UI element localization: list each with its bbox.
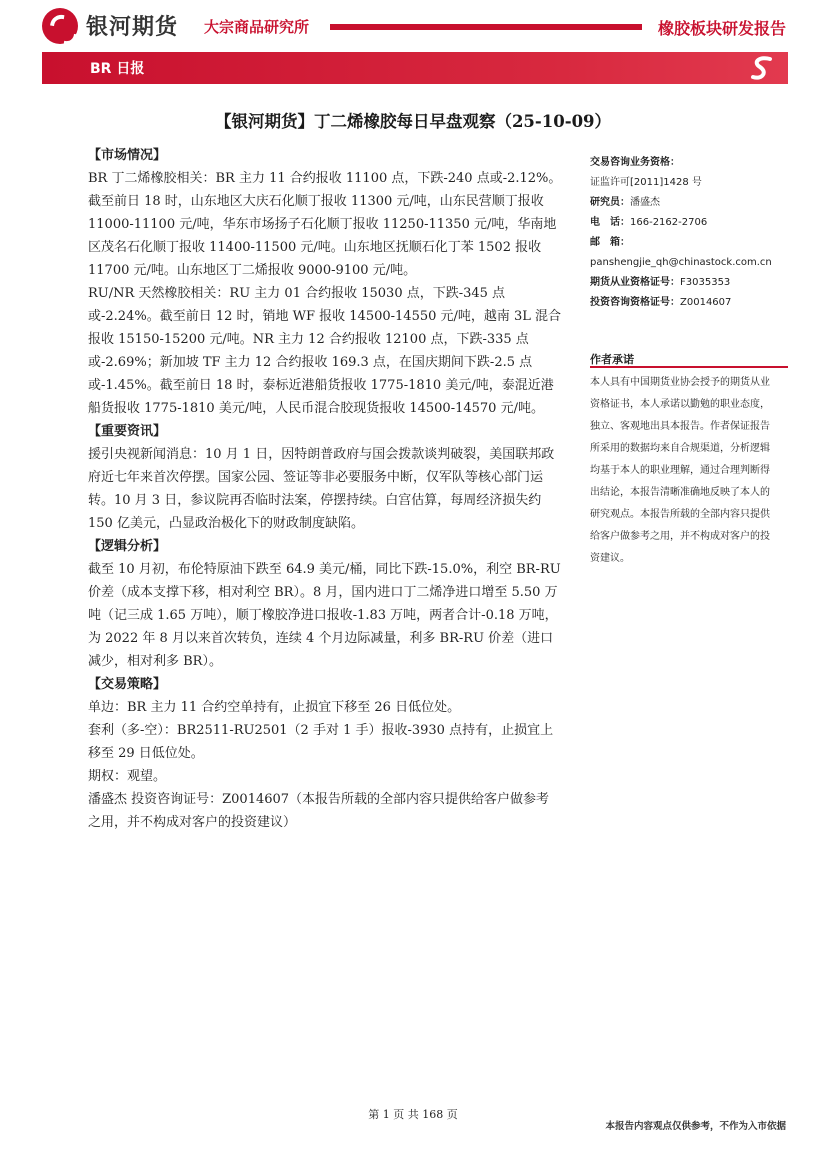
brand-name: 银河期货 bbox=[86, 15, 179, 40]
report-title: 【银河期货】丁二烯橡胶每日早盘观察（25-10-09） bbox=[214, 112, 612, 131]
futures-cert-value: F3035353 bbox=[680, 277, 731, 288]
footer-disclaimer: 本报告内容观点仅供参考，不作为入市依据 bbox=[605, 1121, 786, 1132]
paragraph-news: 援引央视新闻消息：10 月 1 日，因特朗普政府与国会拨款谈判破裂，美国联邦政府近七年来首次停摆。国家公园、签证等非必要服务中断，仅军队等核心部门运转。10 月 3 日，参议院再否临时法案，停摆持续。白宫估算，每周经济损失约 150 亿美元，凸显政治极化下的财政制度缺陷。 bbox=[88, 447, 555, 531]
paragraph-logic: 截至 10 月初，布伦特原油下跌至 64.9 美元/桶，同比下跌-15.0%，利空 BR-RU 价差（成本支撑下移，相对利空 BR）。8 月，国内进口丁二烯净进口增至 5.50 万吨（记三成 1.65 万吨），顺丁橡胶净进口报收-1.83 万吨，两者合计-0.18 万吨，为 2022 年 8 月以来首次转负，连续 4 个月边际减量，利多 BR-RU 价差（进口减少，相对利多 BR）。 bbox=[88, 562, 561, 669]
qualification-label: 交易咨询业务资格： bbox=[590, 157, 680, 168]
paragraph-ru-nr: RU/NR 天然橡胶相关：RU 主力 01 合约报收 15030 点，下跌-345 点或-2.24%。截至前日 12 时，销地 WF 报收 14500-14550 元/吨，越南 3L 混合报收 15150-15200 元/吨。NR 主力 12 合约报收 12100 点，下跌-335 点或-2.69%；新加坡 TF 主力 12 合约报收 169.3 点，在国庆期间下跌-2.5 点或-1.45%。截至前日 18 时，泰标近港船货报收 1775-1810 美元/吨，泰混近港船货报收 1775-1810 美元/吨，人民币混合胶现货报收 14500-14570 元/吨。 bbox=[88, 286, 562, 416]
commitment-title: 作者承诺 bbox=[590, 353, 634, 366]
paragraph-br: BR 丁二烯橡胶相关：BR 主力 11 合约报收 11100 点，下跌-240 点或-2.12%。截至前日 18 时，山东地区大庆石化顺丁报收 11300 元/吨，山东民营顺丁报收 11000-11100 元/吨，华东市场扬子石化顺丁报收 11250-11350 元/吨，华南地区茂名石化顺丁报收 11400-11500 元/吨。山东地区抚顺石化丁苯 1502 报收 11700 元/吨。山东地区丁二烯报收 9000-9100 元/吨。 bbox=[88, 171, 562, 278]
commitment-divider bbox=[590, 366, 788, 368]
paragraph-options: 期权：观望。 bbox=[88, 769, 167, 784]
main-content bbox=[88, 144, 562, 834]
logo-icon bbox=[42, 8, 78, 44]
commitment-text: 本人具有中国期货业协会授予的期货从业资格证书，本人承诺以勤勉的职业态度，独立、客观地出具本报告。作者保证报告所采用的数据均来自合规渠道，分析逻辑均基于本人的职业理解，通过合理判断得出结论，本报告清晰准确地反映了本人的研究观点。本报告所载的全部内容只提供给客户做参考之用，并不构成对客户的投资建议。 bbox=[590, 377, 770, 564]
advisory-cert-value: Z0014607 bbox=[680, 297, 732, 308]
email-value[interactable]: panshengjie_qh@chinastock.com.cn bbox=[590, 257, 772, 268]
report-type: 橡胶板块研发报告 bbox=[657, 19, 786, 38]
brand-s-icon bbox=[748, 54, 776, 82]
paragraph-arbitrage: 套利（多-空）：BR2511-RU2501（2 手对 1 手）报收-3930 点持有，止损宜上移至 29 日低位处。 bbox=[88, 723, 554, 761]
researcher-label: 研究员： bbox=[590, 197, 630, 208]
header-divider bbox=[330, 24, 642, 30]
researcher-value: 潘盛杰 bbox=[630, 197, 660, 208]
section-heading-logic: 【逻辑分析】 bbox=[88, 539, 167, 554]
qualification-value: 证监许可[2011]1428 号 bbox=[590, 177, 702, 188]
paragraph-author: 潘盛杰 投资咨询证号：Z0014607（本报告所载的全部内容只提供给客户做参考之用，并不构成对客户的投资建议） bbox=[88, 792, 550, 830]
section-heading-news: 【重要资讯】 bbox=[88, 424, 167, 439]
email-label: 邮 箱： bbox=[590, 237, 630, 248]
page-number: 第 1 页 共 168 页 bbox=[368, 1108, 458, 1121]
department-name: 大宗商品研究所 bbox=[204, 18, 310, 36]
advisory-cert-label: 投资咨询资格证号： bbox=[590, 297, 680, 308]
section-heading-strategy: 【交易策略】 bbox=[88, 677, 167, 692]
header-band bbox=[42, 52, 788, 84]
page-header bbox=[0, 0, 826, 90]
phone-value: 166-2162-2706 bbox=[630, 217, 708, 228]
phone-label: 电 话： bbox=[590, 217, 630, 228]
band-label: BR 日报 bbox=[90, 61, 145, 77]
sidebar-info bbox=[590, 153, 778, 313]
futures-cert-label: 期货从业资格证号： bbox=[590, 277, 680, 288]
paragraph-single: 单边：BR 主力 11 合约空单持有，止损宜下移至 26 日低位处。 bbox=[88, 700, 461, 715]
section-heading-market: 【市场情况】 bbox=[88, 148, 167, 163]
